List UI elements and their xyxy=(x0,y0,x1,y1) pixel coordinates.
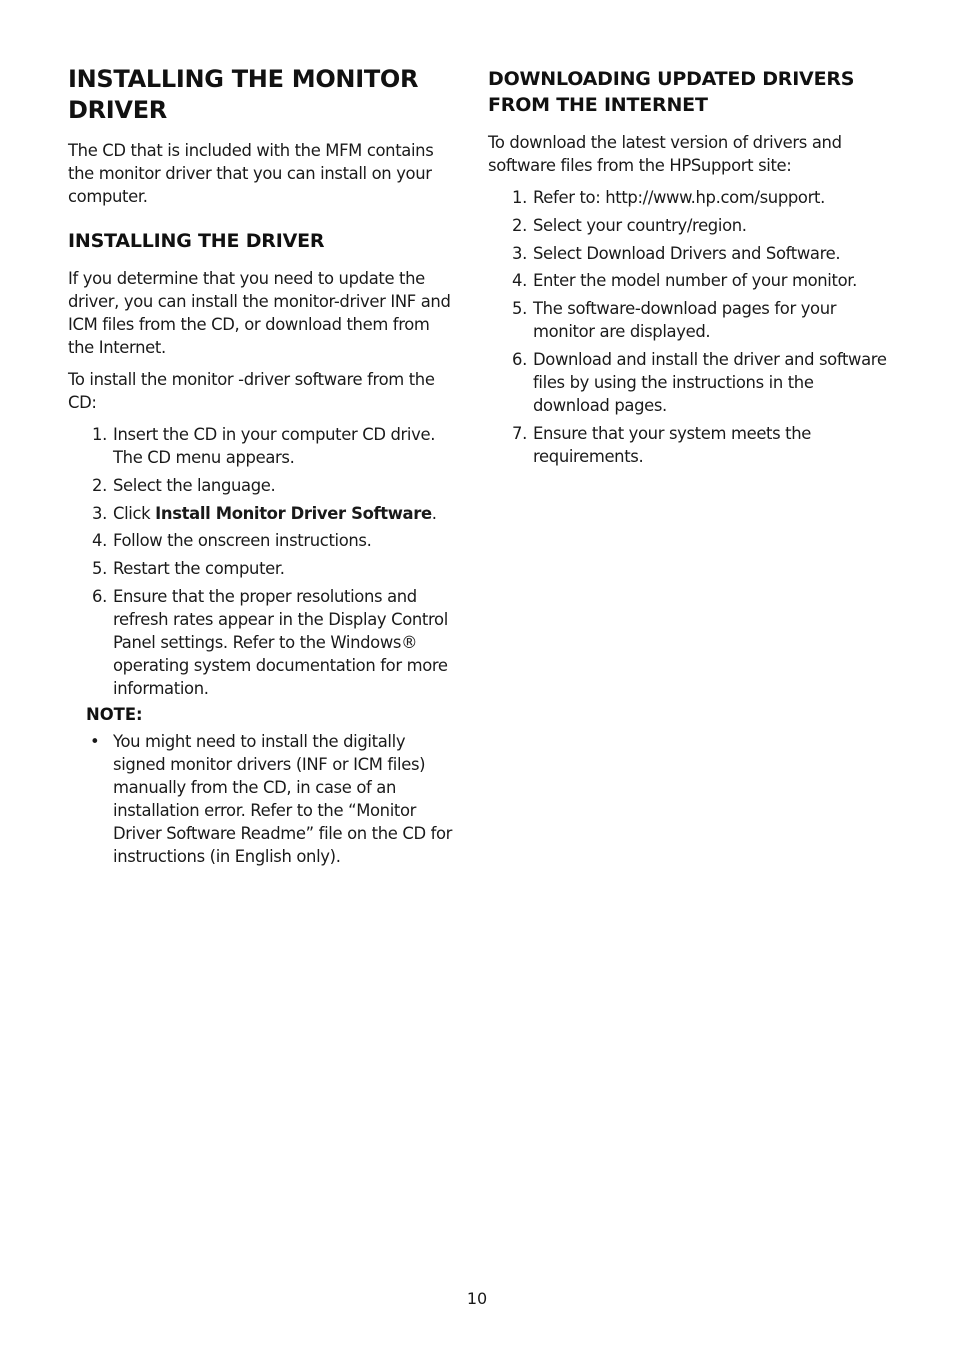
list-item: 1. Insert the CD in your computer CD drive. The CD menu appears. xyxy=(92,425,436,467)
page-title: INSTALLING THE MONITOR DRIVER xyxy=(68,65,419,124)
list-item: 5. The software-download pages for your monitor are displayed. xyxy=(512,299,837,342)
section-title-downloading: DOWNLOADING UPDATED DRIVERS FROM THE INTERNET xyxy=(488,68,855,116)
list-item: 4. Enter the model number of your monitor. xyxy=(512,271,857,291)
list-item: • You might need to install the digitally signed monitor drivers (INF or ICM files) manually from the CD, in case of an installation error. Refer to the “Monitor Driver Software Readme” file on the CD for instructions (in English only). xyxy=(90,732,453,866)
intro-paragraph: The CD that is included with the MFM contains the monitor driver that you can install on your computer. xyxy=(68,141,434,206)
page-number: 10 xyxy=(466,1289,488,1308)
list-item: 3. Click Install Monitor Driver Software. xyxy=(92,503,437,523)
note-label: NOTE: xyxy=(86,705,143,724)
list-item: 1. Refer to: http://www.hp.com/support. xyxy=(512,188,825,207)
list-item: 3. Select Download Drivers and Software. xyxy=(512,243,841,263)
section-title-installing-driver: INSTALLING THE DRIVER xyxy=(68,230,325,252)
list-item: 6. Download and install the driver and software files by using the instructions in the download pages. xyxy=(512,349,887,415)
list-item: 7. Ensure that your system meets the requirements. xyxy=(512,423,812,466)
list-item: 2. Select the language. xyxy=(92,475,276,495)
install-intro-paragraph: To install the monitor -driver software from the CD: xyxy=(68,370,435,412)
download-steps-list xyxy=(488,186,890,473)
note-list xyxy=(68,730,460,873)
download-intro-paragraph: To download the latest version of drivers and software files from the HPSupport site: xyxy=(488,133,842,175)
list-item: 2. Select your country/region. xyxy=(512,215,747,235)
update-paragraph: If you determine that you need to update the driver, you can install the monitor-driver INF and ICM files from the CD, or download them from the Internet. xyxy=(68,269,451,357)
install-steps-list xyxy=(68,423,460,705)
list-item: 6. Ensure that the proper resolutions and refresh rates appear in the Display Control Panel settings. Refer to the Windows® operating system documentation for more information. xyxy=(92,586,448,698)
list-item: 5. Restart the computer. xyxy=(92,559,285,579)
bold-label-install-software: Install Monitor Driver Software xyxy=(155,503,432,523)
list-item: 4. Follow the onscreen instructions. xyxy=(92,531,372,551)
